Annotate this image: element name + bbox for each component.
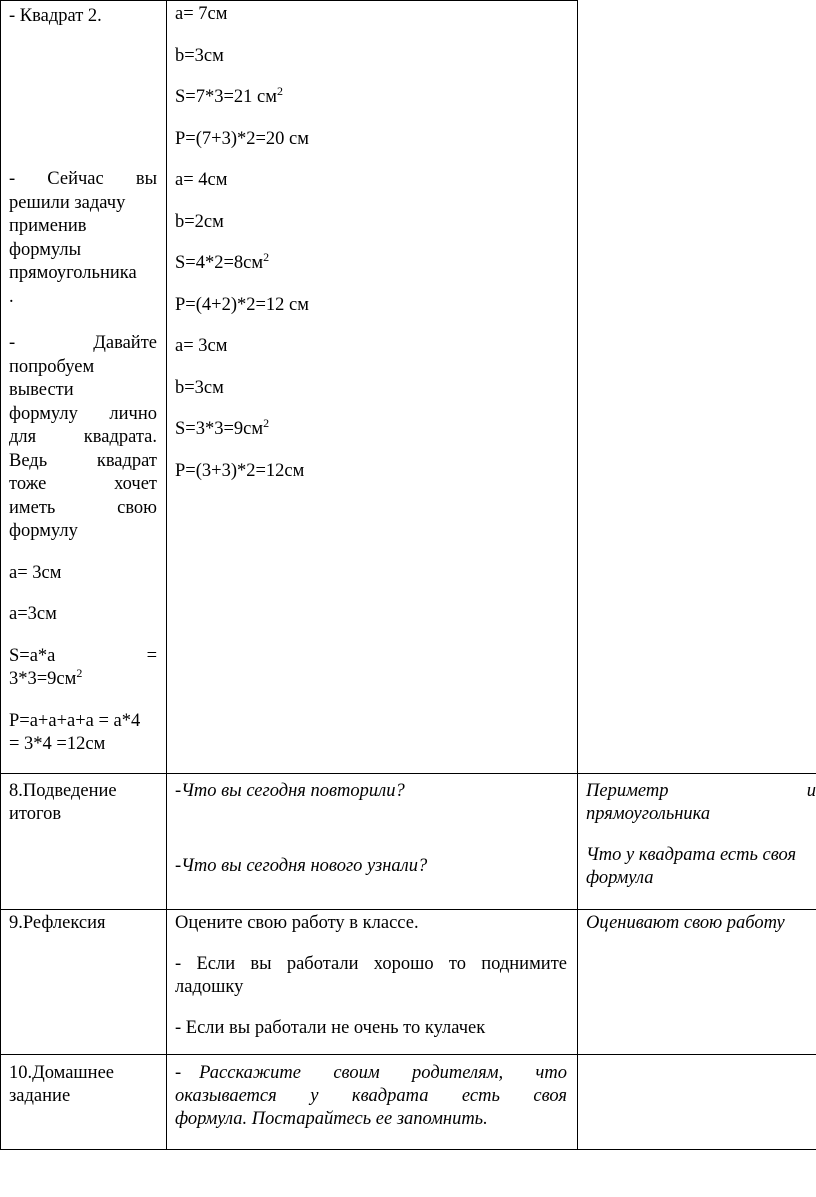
- stage-homework: 10.Домашнее задание: [9, 1063, 115, 1106]
- square-area-equals: =: [146, 645, 157, 666]
- table-divider-col2: [577, 0, 578, 1150]
- calculation-text: a= 3см: [175, 336, 228, 356]
- homework-line-2: оказывается у квадрата есть своя: [175, 1086, 567, 1106]
- calculation-line: [175, 45, 570, 87]
- row-divider-3: [0, 1054, 816, 1055]
- question-repeated: Что вы сегодня повторили?: [181, 781, 405, 801]
- calculation-line: [175, 294, 570, 336]
- answer-perimeter-word: Периметр: [586, 781, 669, 801]
- calculation-text: S=7*3=21 см: [175, 87, 277, 107]
- row3-stage-cell: [9, 912, 157, 935]
- row1-left-cell: [9, 5, 157, 754]
- p2-line-8: иметь свою: [9, 497, 157, 518]
- square-perimeter-line-1: P=a+a+a+a = a*4: [9, 710, 141, 731]
- p2-line-7: тоже хочет: [9, 474, 157, 494]
- question-new: Что вы сегодня нового узнали?: [181, 856, 428, 876]
- p1-line-5: прямоугольника: [9, 263, 137, 283]
- calculation-sup: 2: [263, 250, 270, 264]
- square-perimeter-line-2: = 3*4 =12см: [9, 734, 106, 754]
- calculation-text: P=(4+2)*2=12 см: [175, 294, 309, 315]
- p1-line-4: формулы: [9, 239, 82, 260]
- calculation-line: [175, 377, 570, 419]
- q2-dash: -: [175, 856, 182, 876]
- p2-word-lets: Давайте: [93, 333, 157, 353]
- table-border-left: [0, 0, 1, 1150]
- row2-answer-cell: [586, 780, 816, 890]
- calculation-text: b=2см: [175, 211, 224, 232]
- answer-square-formula-line-1: Что у квадрата есть своя: [586, 845, 797, 865]
- calculation-lines: [175, 3, 570, 501]
- p2-line-6: Ведь квадрат: [9, 450, 157, 471]
- calculation-line: [175, 252, 570, 294]
- answer-and-word: и: [806, 781, 816, 801]
- p1-word-now: Сейчас: [47, 169, 104, 189]
- row2-question-cell: [175, 780, 570, 878]
- p1-dash: -: [9, 169, 16, 189]
- square-area-formula: S=a*a: [9, 645, 56, 666]
- p2-dash: -: [9, 333, 16, 353]
- calculation-text: a= 4см: [175, 170, 228, 190]
- table-border-bottom: [0, 1149, 816, 1150]
- q1-dash: -: [175, 781, 182, 801]
- square-side-a2: a=3см: [9, 604, 57, 624]
- calculation-sup: 2: [263, 416, 270, 430]
- p1-line-6: .: [9, 286, 14, 307]
- homework-dash: -: [175, 1063, 182, 1083]
- calculation-text: S=3*3=9см: [175, 419, 264, 439]
- p2-line-2: попробуем: [9, 356, 95, 377]
- p2-line-3: вывести: [9, 380, 74, 400]
- homework-line-1: Расскажите своим родителям, что: [199, 1063, 567, 1083]
- square-area-result: 3*3=9см: [9, 669, 77, 689]
- row2-stage-cell: [9, 780, 157, 826]
- reflection-bad: - Если вы работали не очень то кулачек: [175, 1018, 486, 1038]
- explanation-paragraph-1-lines: [9, 168, 157, 757]
- calculation-line: [175, 211, 570, 253]
- calculation-text: a= 7см: [175, 4, 228, 24]
- answer-rectangle-word: прямоугольника: [586, 804, 711, 824]
- row4-homework-cell: [175, 1062, 567, 1131]
- row3-reflection-cell: [175, 912, 567, 1040]
- calculation-text: P=(3+3)*2=12см: [175, 460, 305, 481]
- table-border-top: [0, 0, 578, 1]
- calculation-line: [175, 418, 570, 460]
- row3-answer-cell: [586, 912, 816, 935]
- calculation-line: [175, 460, 570, 502]
- p1-line-2: решили задачу: [9, 192, 126, 213]
- p2-line-5: для квадрата.: [9, 427, 157, 447]
- homework-line-3: формула. Постарайтесь ее запомнить.: [175, 1109, 488, 1129]
- row-divider-1: [0, 773, 816, 774]
- table-divider-col1: [166, 0, 167, 1150]
- square-heading: - Квадрат 2.: [9, 6, 102, 26]
- calculation-line: [175, 169, 570, 211]
- stage-summary: 8.Подведение итогов: [9, 781, 117, 824]
- calculation-line: [175, 86, 570, 128]
- answer-square-formula-line-2: формула: [586, 868, 654, 888]
- calculation-line: [175, 335, 570, 377]
- answer-evaluate-work: Оценивают свою работу: [586, 913, 785, 933]
- p1-line-3: применив: [9, 216, 87, 236]
- row-divider-2: [0, 909, 816, 910]
- calculation-text: P=(7+3)*2=20 см: [175, 128, 309, 149]
- calculation-line: [175, 3, 570, 45]
- calculation-sup: 2: [276, 84, 283, 98]
- row4-stage-cell: [9, 1062, 157, 1108]
- p2-line-9: формулу: [9, 521, 78, 541]
- calculation-text: b=3см: [175, 377, 224, 398]
- square-area-sup: 2: [76, 666, 83, 680]
- calculation-text: S=4*2=8см: [175, 253, 264, 273]
- row1-middle-cell: [175, 3, 570, 501]
- p1-word-you: вы: [135, 169, 157, 189]
- reflection-good-line-2: ладошку: [175, 977, 244, 997]
- p2-line-4: формулу лично: [9, 403, 157, 424]
- stage-reflection: 9.Рефлексия: [9, 913, 106, 933]
- calculation-line: [175, 128, 570, 170]
- reflection-good-line-1: - Если вы работали хорошо то поднимите: [175, 954, 567, 974]
- square-side-a1: a= 3см: [9, 562, 62, 583]
- calculation-text: b=3см: [175, 45, 224, 66]
- reflection-evaluate: Оцените свою работу в классе.: [175, 913, 419, 933]
